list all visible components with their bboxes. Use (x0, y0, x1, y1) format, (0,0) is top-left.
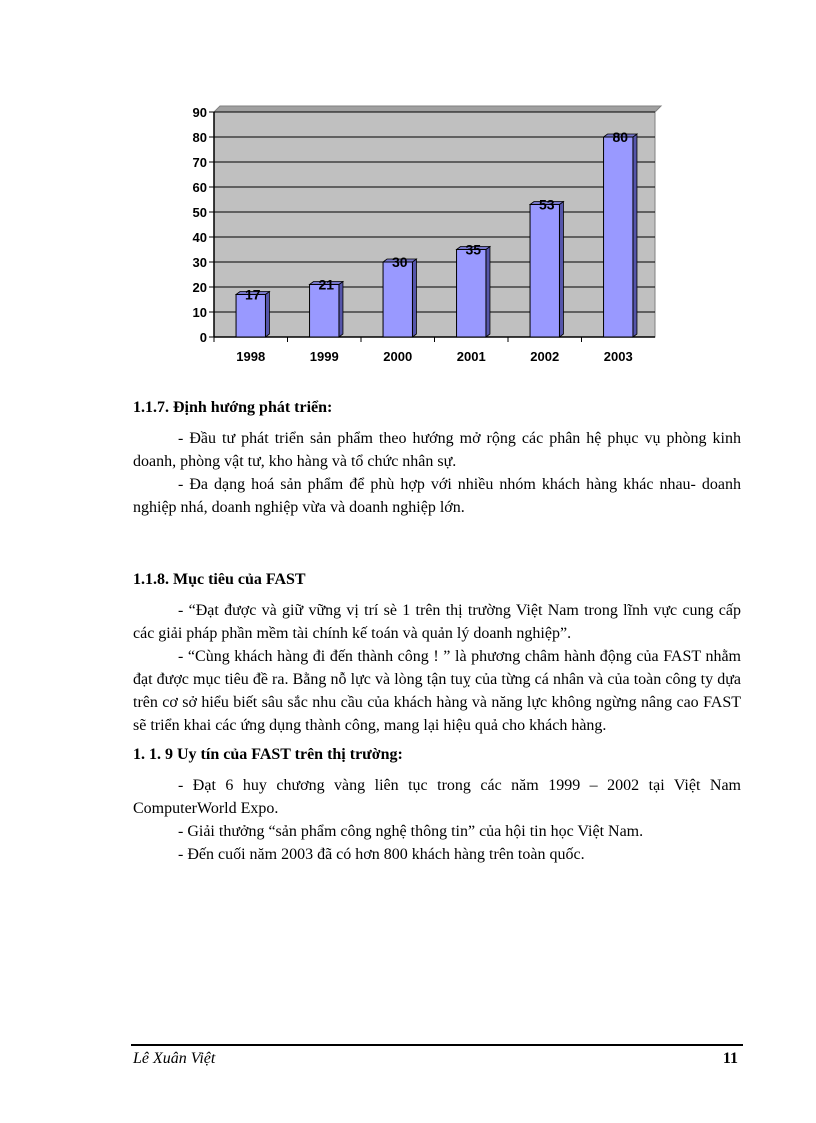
bar-chart (180, 104, 660, 374)
data-label: 53 (538, 196, 555, 213)
paragraph: - “Đạt được và giữ vững vị trí sè 1 trên thị trường Việt Nam trong lĩnh vực cung cấp các giải pháp phần mềm tài chính kế toán và quản lý doanh nghiệp”. (133, 602, 741, 642)
y-tick-label: 40 (192, 230, 207, 245)
x-tick-label: 1999 (309, 349, 339, 364)
x-tick-label: 2001 (456, 349, 486, 364)
x-tick-label: 1998 (236, 349, 266, 364)
y-tick-label: 0 (199, 330, 207, 345)
bar-side (339, 282, 343, 338)
y-tick-label: 20 (192, 280, 207, 295)
bar (383, 262, 412, 337)
y-tick-label: 50 (192, 205, 207, 220)
y-tick-label: 70 (192, 155, 207, 170)
bar-side (633, 134, 637, 337)
bar-side (412, 259, 416, 337)
section-1-1-9 (133, 743, 741, 866)
document-body (133, 396, 741, 866)
section-heading: 1.1.8. Mục tiêu của FAST (133, 571, 306, 588)
footer-author: Lê Xuân Việt (133, 1050, 216, 1067)
section-1-1-7 (133, 396, 741, 519)
section-heading: 1. 1. 9 Uy tín của FAST trên thị trường: (133, 746, 403, 763)
bar-side (486, 247, 490, 338)
data-label: 21 (318, 276, 335, 293)
y-tick-label: 10 (192, 305, 207, 320)
paragraph: - Đầu tư phát triển sản phẩm theo hướng mở rộng các phân hệ phục vụ phòng kinh doanh, phòng vật tư, kho hàng và tổ chức nhân sự. (133, 430, 741, 470)
bar-side (559, 202, 563, 338)
paragraph: - Đạt 6 huy chương vàng liên tục trong các năm 1999 – 2002 tại Việt Nam ComputerWorld Expo. (133, 777, 741, 817)
bar (457, 250, 486, 338)
plot-area (214, 112, 655, 337)
section-heading: 1.1.7. Định hướng phát triển: (133, 399, 333, 416)
y-tick-label: 90 (192, 105, 207, 120)
y-tick-label: 60 (192, 180, 207, 195)
chart-svg (180, 104, 660, 374)
plot-top-edge (214, 106, 661, 112)
paragraph: - Giải thưởng “sản phẩm công nghệ thông tin” của hội tin học Việt Nam. (178, 823, 644, 840)
paragraph: - “Cùng khách hàng đi đến thành công ! ” là phương châm hành động của FAST nhằm đạt được mục tiêu đề ra. Bằng nỗ lực và lòng tận tuỵ của từng cá nhân và của toàn công ty dựa trên cơ sở hiểu biết sâu sắc nhu cầu của khách hàng và năng lực không ngừng nâng cao FAST sẽ triển khai các ứng dụng thành công, mang lại hiệu quả cho khách hàng. (133, 648, 741, 734)
data-label: 17 (244, 286, 261, 303)
data-label: 80 (612, 129, 629, 145)
data-label: 30 (391, 254, 408, 270)
bar (530, 205, 559, 338)
paragraph: - Đa dạng hoá sản phẩm để phù hợp với nhiều nhóm khách hàng khác nhau- doanh nghiệp nhá, doanh nghiệp vừa và doanh nghiệp lớn. (133, 476, 741, 516)
x-tick-label: 2003 (603, 349, 633, 364)
page-number: 11 (722, 1050, 738, 1067)
x-tick-label: 2000 (383, 349, 413, 364)
paragraph: - Đến cuối năm 2003 đã có hơn 800 khách hàng trên toàn quốc. (178, 846, 585, 863)
data-label: 35 (465, 241, 482, 258)
footer-divider (131, 1044, 743, 1046)
bar-side (265, 292, 269, 338)
section-1-1-8 (133, 568, 741, 737)
bar (604, 137, 633, 337)
y-tick-label: 30 (192, 255, 207, 270)
y-tick-label: 80 (192, 130, 207, 145)
x-tick-label: 2002 (530, 349, 560, 364)
